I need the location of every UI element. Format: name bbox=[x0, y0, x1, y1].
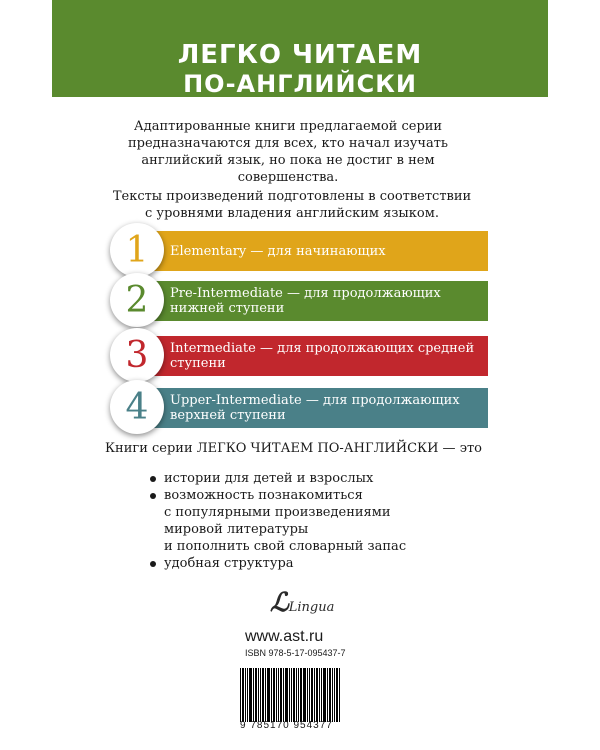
isbn: ISBN 978-5-17-095437-7 bbox=[245, 648, 346, 658]
list-item-text: истории для детей и взрослых bbox=[164, 471, 374, 486]
list-item-text: удобная структура bbox=[164, 556, 294, 571]
barcode bbox=[240, 660, 360, 722]
level-3-number: 3 bbox=[110, 328, 164, 382]
level-1-label: Elementary — для начинающих bbox=[170, 243, 386, 259]
list-item-text: возможность познакомиться bbox=[164, 488, 363, 503]
intro-line: Тексты произведений подготовлены в соответствии bbox=[112, 189, 472, 204]
level-2-number: 2 bbox=[110, 273, 164, 327]
level-4 bbox=[110, 388, 488, 428]
publisher-logo-initial: ℒ bbox=[270, 588, 289, 618]
publisher-logo-text: Lingua bbox=[288, 600, 335, 615]
level-4-number: 4 bbox=[110, 380, 164, 434]
list-item-continuation: и пополнить свой словарный запас bbox=[164, 539, 407, 554]
level-3 bbox=[110, 336, 488, 376]
intro-line: предназначаются для всех, кто начал изучать bbox=[127, 136, 448, 151]
level-4-label: Upper-Intermediate — для продолжающих верхней ступени bbox=[170, 393, 460, 423]
list-item-continuation: с популярными произведениями bbox=[164, 505, 391, 520]
list-item bbox=[150, 555, 406, 572]
bullet-icon bbox=[150, 476, 156, 482]
list-item-continuation: мировой литературы bbox=[164, 522, 309, 537]
list-item bbox=[150, 487, 406, 504]
barcode-digits: 9 785170 954377 bbox=[240, 720, 333, 731]
intro-paragraph-2 bbox=[102, 188, 482, 222]
series-header bbox=[52, 0, 548, 97]
series-intro: Книги серии ЛЕГКО ЧИТАЕМ ПО-АНГЛИЙСКИ — это bbox=[105, 441, 482, 456]
intro-line: совершенства. bbox=[237, 170, 339, 185]
publisher-logo bbox=[270, 588, 334, 618]
benefits-list bbox=[150, 470, 406, 572]
level-3-label: Intermediate — для продолжающих средней ступени bbox=[170, 341, 475, 371]
intro-line: с уровнями владения английским языком. bbox=[145, 206, 439, 221]
level-2-label: Pre-Intermediate — для продолжающих нижней ступени bbox=[170, 286, 441, 316]
intro-line: Адаптированные книги предлагаемой серии bbox=[133, 119, 443, 134]
level-2 bbox=[110, 281, 488, 321]
website-url: www.ast.ru bbox=[245, 628, 324, 645]
level-1-number: 1 bbox=[110, 223, 164, 277]
bullet-icon bbox=[150, 561, 156, 567]
intro-line: английский язык, но пока не достиг в нем bbox=[141, 153, 435, 168]
level-1 bbox=[110, 231, 488, 271]
bullet-icon bbox=[150, 493, 156, 499]
list-item bbox=[150, 470, 406, 487]
series-title-line2: ПО-АНГЛИЙСКИ bbox=[183, 70, 417, 98]
intro-paragraph-1 bbox=[118, 118, 458, 186]
series-title-line1: ЛЕГКО ЧИТАЕМ bbox=[177, 40, 423, 70]
